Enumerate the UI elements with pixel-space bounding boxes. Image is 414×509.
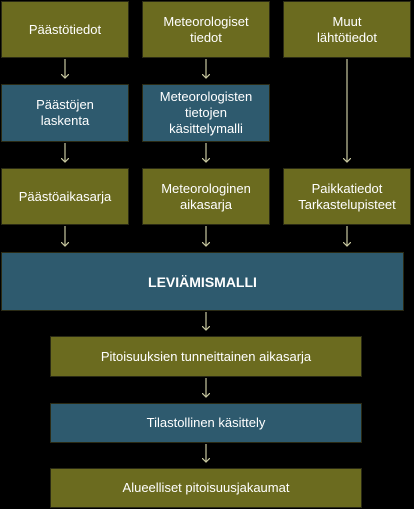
locations-label: Paikkatiedot Tarkastelupisteet <box>298 180 396 212</box>
emission-timeseries-label: Päästöaikasarja <box>18 188 112 204</box>
emission-data-label: Päästötiedot <box>28 21 102 37</box>
statistical-processing-label: Tilastollinen käsittely <box>146 415 266 430</box>
meteo-processing-label: Meteorologisten tietojen käsittelymalli <box>159 89 253 136</box>
other-input-label: Muut lähtötiedot <box>317 13 377 45</box>
emission-calc-label: Päästöjen laskenta <box>36 97 94 128</box>
regional-distribution-label: Alueelliset pitoisuusjakaumat <box>122 480 290 495</box>
meteo-data-label: Meteorologiset tiedot <box>163 13 249 45</box>
hourly-concentration-label: Pitoisuuksien tunneittainen aikasarja <box>100 348 312 364</box>
meteo-timeseries-label: Meteorologinen aikasarja <box>161 180 251 212</box>
dispersion-model-label: LEVIÄMISMALLI <box>148 273 257 290</box>
